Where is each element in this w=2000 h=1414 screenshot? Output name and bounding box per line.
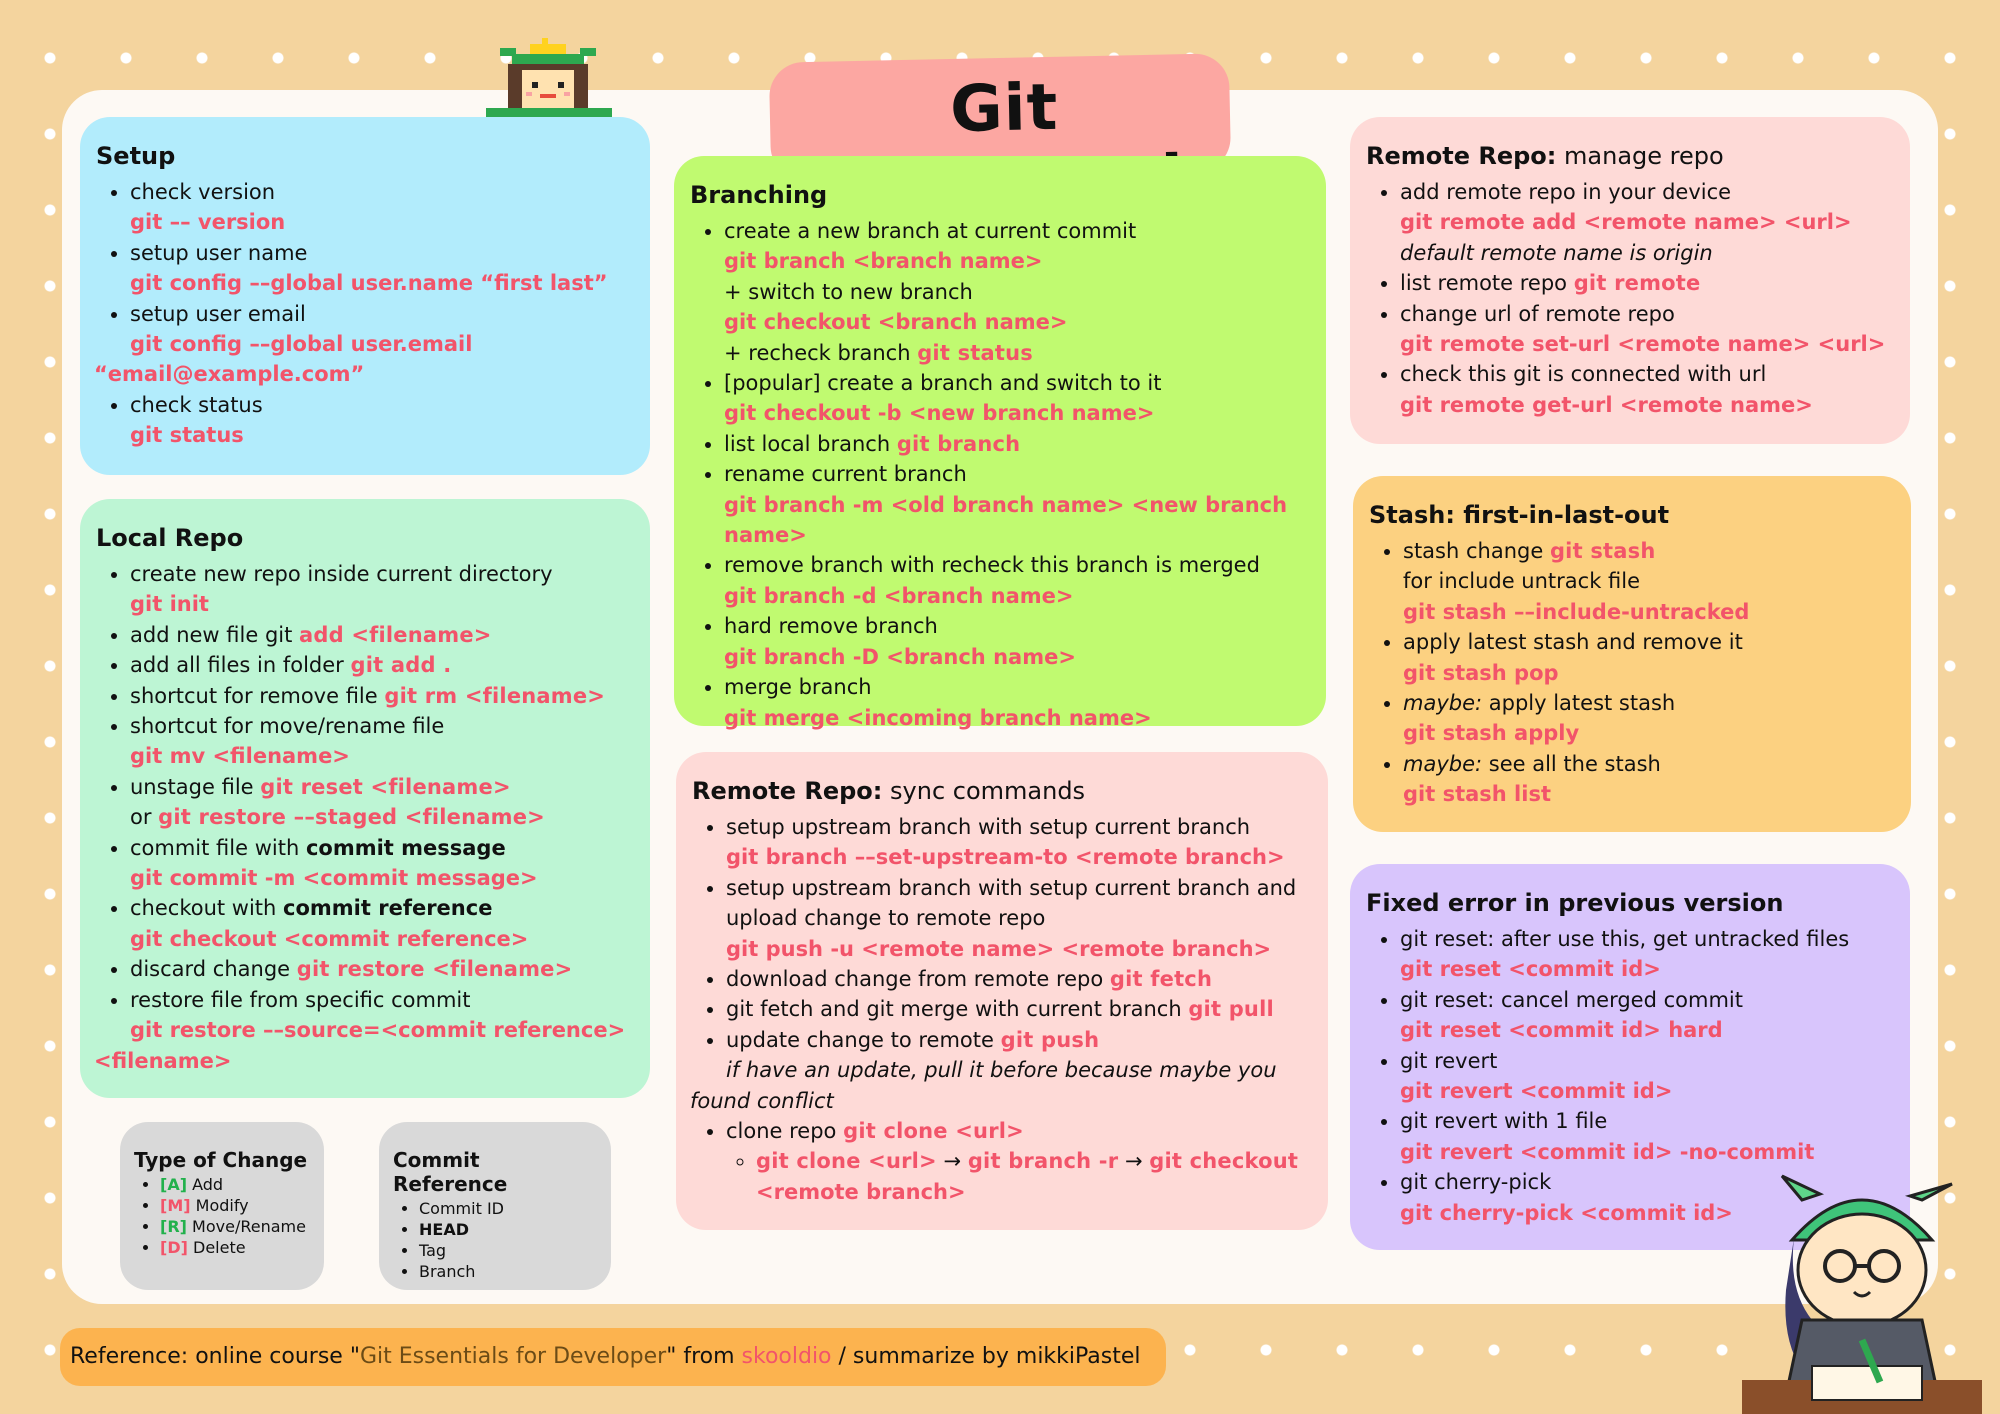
type-of-change-heading: Type of Change: [134, 1148, 308, 1172]
stash-heading: Stash: first-in-last-out: [1369, 501, 1670, 529]
branching-heading: Branching: [690, 181, 828, 209]
list-item: • change url of remote repo git remote set-url <remote name> <url>: [1400, 299, 1894, 360]
commit-reference-heading: Commit Reference: [393, 1148, 508, 1196]
list-item: • Branch: [419, 1261, 597, 1282]
list-item: ◦ git clone <url> → git branch -r → git checkout <remote branch>: [756, 1146, 1312, 1207]
remote-sync-list: [692, 812, 1312, 1207]
clone-sublist: [726, 1146, 1312, 1207]
list-item: • add all files in folder git add .: [130, 650, 634, 680]
remote-sync-heading: Remote Repo: sync commands: [692, 777, 1086, 805]
list-item: • check version git –– version: [130, 177, 634, 238]
remote-manage-heading: Remote Repo: manage repo: [1366, 142, 1724, 170]
pixel-girl-icon: [486, 38, 612, 120]
fixed-error-heading: Fixed error in previous version: [1366, 889, 1784, 917]
commit-reference-legend: [379, 1122, 611, 1290]
remote-manage-list: [1366, 177, 1894, 420]
list-item: • download change from remote repo git fetch: [726, 964, 1312, 994]
list-item: • clone repo git clone <url> ◦ git clone <url> → git branch -r → git checkout <remote branch>: [726, 1116, 1312, 1207]
list-item: • add new file git add <filename>: [130, 620, 634, 650]
branching-list: [690, 216, 1310, 733]
commit-reference-list: [393, 1198, 597, 1282]
branching-card: [674, 156, 1326, 730]
list-item: • apply latest stash and remove it git stash pop: [1403, 627, 1895, 688]
local-repo-heading: Local Repo: [96, 524, 244, 552]
stash-card: [1353, 476, 1911, 832]
list-item: • add remote repo in your device git remote add <remote name> <url> default remote name is origin: [1400, 177, 1894, 268]
list-item: • check status git status: [130, 390, 634, 451]
list-item: • [D] Delete: [160, 1237, 310, 1258]
type-of-change-list: [134, 1174, 310, 1258]
list-item: • check this git is connected with url git remote get-url <remote name>: [1400, 359, 1894, 420]
list-item: • git cherry-pick git cherry-pick <commit id>: [1400, 1167, 1894, 1228]
list-item: • list local branch git branch: [724, 429, 1310, 459]
list-item: • update change to remote git push if have an update, pull it before because maybe you found conflict: [726, 1025, 1312, 1116]
list-item: • stash change git stash for include untrack file git stash ––include-untracked: [1403, 536, 1895, 627]
remote-manage-card: [1350, 117, 1910, 444]
list-item: • commit file with commit message git commit -m <commit message>: [130, 833, 634, 894]
list-item: • HEAD: [419, 1219, 597, 1240]
list-item: • git revert with 1 file git revert <commit id> -no-commit: [1400, 1106, 1894, 1167]
list-item: • list remote repo git remote: [1400, 268, 1894, 298]
list-item: • discard change git restore <filename>: [130, 954, 634, 984]
remote-sync-card: [676, 752, 1328, 1230]
list-item: • setup upstream branch with setup current branch git branch ––set-upstream-to <remote branch>: [726, 812, 1312, 873]
list-item: • [popular] create a branch and switch to it git checkout -b <new branch name>: [724, 368, 1310, 429]
list-item: • checkout with commit reference git checkout <commit reference>: [130, 893, 634, 954]
list-item: • git fetch and git merge with current branch git pull: [726, 994, 1312, 1024]
list-item: • setup user email git config ––global user.email “email@example.com”: [130, 299, 634, 390]
list-item: • git revert git revert <commit id>: [1400, 1046, 1894, 1107]
setup-list: [96, 177, 634, 451]
stash-list: [1369, 536, 1895, 810]
list-item: • [A] Add: [160, 1174, 310, 1195]
page-title: Git: [949, 70, 1060, 148]
developer-girl-icon: [1742, 1170, 1982, 1414]
list-item: • shortcut for remove file git rm <filename>: [130, 681, 634, 711]
setup-card: [80, 117, 650, 475]
list-item: • git reset: after use this, get untracked files git reset <commit id>: [1400, 924, 1894, 985]
type-of-change-legend: [120, 1122, 324, 1290]
list-item: • shortcut for move/rename file git mv <filename>: [130, 711, 634, 772]
list-item: • setup upstream branch with setup current branch and upload change to remote repo git push -u <remote name> <remote branch>: [726, 873, 1312, 964]
list-item: • create a new branch at current commit git branch <branch name> + switch to new branch git checkout <branch name> + recheck branch git status: [724, 216, 1310, 368]
list-item: • hard remove branch git branch -D <branch name>: [724, 611, 1310, 672]
list-item: • maybe: see all the stash git stash list: [1403, 749, 1895, 810]
setup-heading: Setup: [96, 142, 176, 170]
list-item: • git reset: cancel merged commit git reset <commit id> hard: [1400, 985, 1894, 1046]
list-item: • rename current branch git branch -m <old branch name> <new branch name>: [724, 459, 1310, 550]
list-item: • restore file from specific commit git restore ––source=<commit reference> <filename>: [130, 985, 634, 1076]
list-item: • unstage file git reset <filename> or git restore ––staged <filename>: [130, 772, 634, 833]
list-item: • merge branch git merge <incoming branch name>: [724, 672, 1310, 733]
list-item: • [M] Modify: [160, 1195, 310, 1216]
local-repo-card: [80, 499, 650, 1098]
list-item: • remove branch with recheck this branch is merged git branch -d <branch name>: [724, 550, 1310, 611]
list-item: • Tag: [419, 1240, 597, 1261]
reference-footer: Reference: online course "Git Essentials for Developer" from skooldio / summarize by mikkiPastel: [60, 1328, 1166, 1386]
local-repo-list: [96, 559, 634, 1076]
list-item: • [R] Move/Rename: [160, 1216, 310, 1237]
list-item: • Commit ID: [419, 1198, 597, 1219]
list-item: • maybe: apply latest stash git stash apply: [1403, 688, 1895, 749]
list-item: • setup user name git config ––global user.name “first last”: [130, 238, 634, 299]
list-item: • create new repo inside current directory git init: [130, 559, 634, 620]
